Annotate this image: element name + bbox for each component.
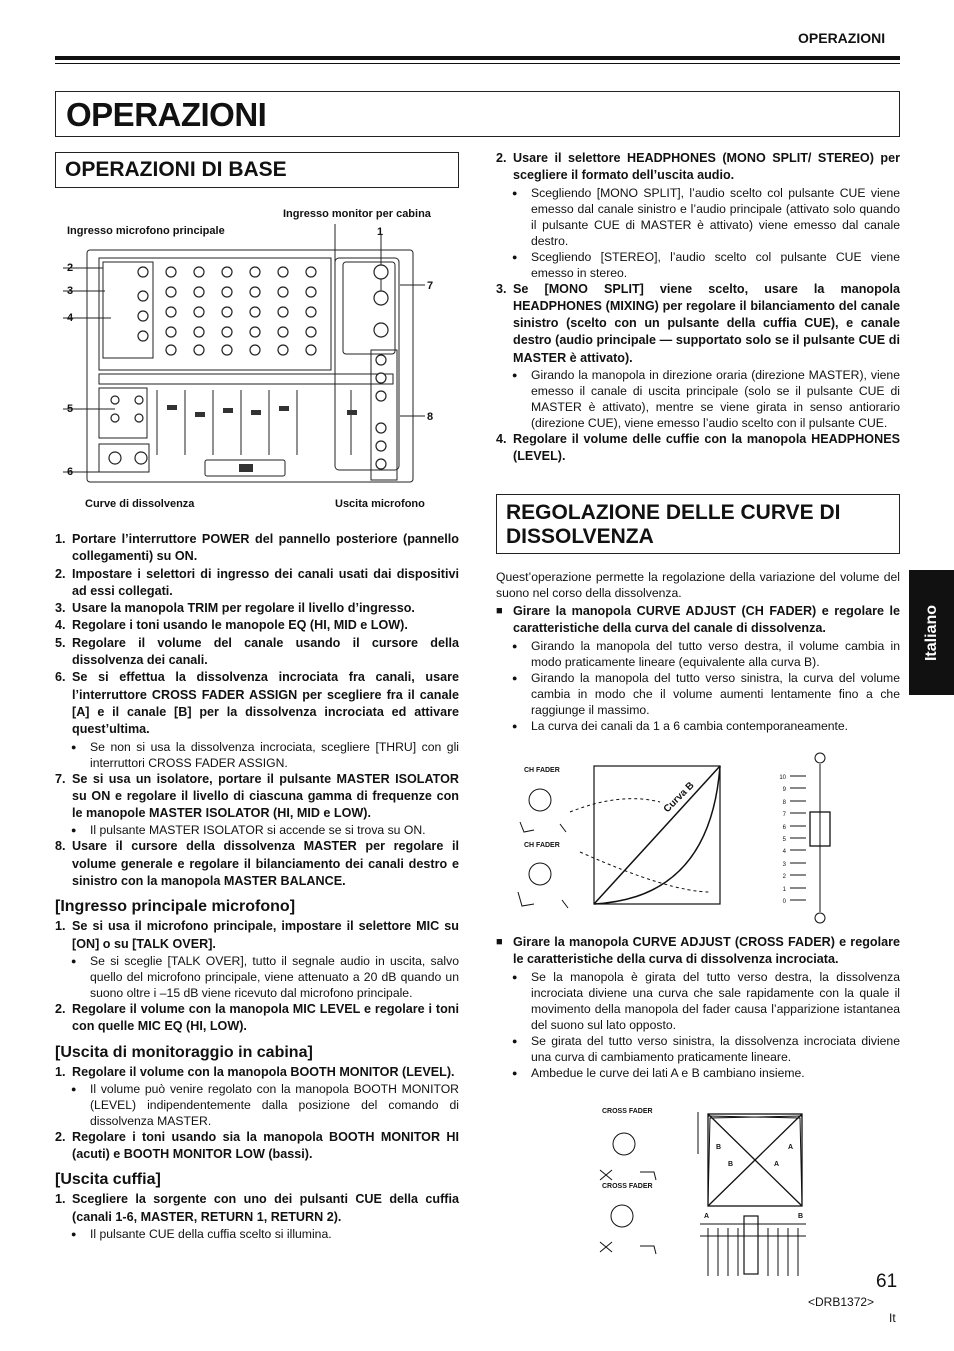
cross-fader-label: CROSS FADER xyxy=(602,1108,653,1115)
label-b: B xyxy=(716,1144,722,1151)
cross-fader-label: CROSS FADER xyxy=(602,1183,653,1190)
basic-steps xyxy=(55,531,459,890)
ch-fader-label: CH FADER xyxy=(524,767,560,774)
sq-item: ■ Girare la manopola CURVE ADJUST (CH FADER) e regolare le caratteristiche della curva del canale di dissolvenza. xyxy=(496,603,900,638)
label-a: A xyxy=(704,1213,710,1220)
step-item: 1. Regolare il volume con la manopola BOOTH MONITOR (LEVEL). xyxy=(55,1064,455,1079)
bullet-item: ● Il pulsante MASTER ISOLATOR si accende se si trova su ON. xyxy=(55,822,459,838)
left-column-text xyxy=(55,531,459,1242)
step-item: 4. Regolare il volume delle cuffie con la manopola HEADPHONES (LEVEL). xyxy=(496,432,900,464)
right-column-mid xyxy=(496,569,900,734)
bullet-item: ● Scegliendo [MONO SPLIT], l’audio scelto col pulsante CUE viene emesso dal canale sinistro e l’audio principale (attivato solo quando il pulsante CUE di MASTER è attivato) viene emesso dal canale destro. xyxy=(496,185,900,249)
step-item: 6. Se si effettua la dissolvenza incrociata fra canali, usare l’interruttore CROSS FADER ASSIGN per scegliere fra il canale [A] e il canale [B] per la dissolvenza incrociata ed attivare quest’ultima. xyxy=(55,670,459,737)
curve-drawing xyxy=(510,752,850,924)
step-item: 2. Impostare i selettori di ingresso dei canali usati dai dispositivi ad essi collegati. xyxy=(55,566,459,598)
section-title: OPERAZIONI DI BASE xyxy=(65,158,287,181)
label-mic-out: Uscita microfono xyxy=(335,498,425,510)
bullet-item: ● Se si sceglie [TALK OVER], tutto il segnale audio in uscita, salvo quello del microfono principale, viene attenuato a 20 dB quando un suono oltre i –15 dB viene ricevuto dal microfono principale. xyxy=(55,953,459,1001)
page-title: OPERAZIONI xyxy=(66,96,267,133)
bullet-item: ● Girando la manopola in direzione oraria (direzione MASTER), viene emesso il canale di uscita principale (solo se il pulsante CUE di MASTER è attivato), mentre se viene girata in senso antiorario (direzione CUE), viene emesso l’audio scelto con il pulsante CUE. xyxy=(496,367,900,431)
step-item: 4. Regolare i toni usando le manopole EQ (HI, MID e LOW). xyxy=(55,618,408,633)
section2-title: REGOLAZIONE DELLE CURVE DI DISSOLVENZA xyxy=(506,501,841,548)
language-tab-label: Italiano xyxy=(922,604,940,661)
right-column-bottom xyxy=(496,934,900,1081)
cross-fader-curve-figure xyxy=(596,1104,816,1276)
bullet-item: ● Scegliendo [STEREO], l’audio scelto col pulsante CUE viene emesso in stereo. xyxy=(496,249,900,281)
label-booth-in: Ingresso monitor per cabina xyxy=(283,208,431,220)
phones-heading: [Uscita cuffia] xyxy=(55,1171,161,1189)
label-b: B xyxy=(798,1213,804,1220)
mixer-drawing xyxy=(55,200,460,520)
bullet-item: ● Girando la manopola del tutto verso sinistra, la curva del volume cambia in modo che il volume aumenti lentamente fino a che raggiunge il massimo. xyxy=(496,670,900,718)
bullet-item: ● Se girata del tutto verso sinistra, la dissolvenza incrociata diviene una curva di cambiamento praticamente lineare. xyxy=(496,1033,900,1065)
page-number: 61 xyxy=(876,1271,898,1292)
bullet-item: ● Il volume può venire regolato con la manopola BOOTH MONITOR (LEVEL) indipendentemente dalla posizione del comando di dissolvenza MASTER. xyxy=(55,1081,459,1129)
booth-heading: [Uscita di monitoraggio in cabina] xyxy=(55,1043,313,1061)
label-b: B xyxy=(728,1161,734,1168)
callout-4: 4 xyxy=(67,312,74,324)
header-rule-thin xyxy=(55,63,900,64)
intro-text: Quest’operazione permette la regolazione della variazione del volume del suono nel corso della dissolvenza. xyxy=(496,570,900,600)
callout-6: 6 xyxy=(67,466,74,478)
section-title-box xyxy=(55,152,459,188)
lang-code: It xyxy=(889,1311,896,1325)
label-curves: Curve di dissolvenza xyxy=(85,498,195,510)
label-a: A xyxy=(774,1161,780,1168)
page-title-box xyxy=(55,91,900,137)
section2-title-box xyxy=(496,494,900,554)
callout-3: 3 xyxy=(67,285,74,297)
right-column-top xyxy=(496,150,900,466)
mic-heading: [Ingresso principale microfono] xyxy=(55,898,296,916)
step-item: 1. Portare l’interruttore POWER del pannello posteriore (pannello collegamenti) su ON. xyxy=(55,532,459,564)
ch-fader-label: CH FADER xyxy=(524,842,560,849)
step-item: 7. Se si usa un isolatore, portare il pulsante MASTER ISOLATOR su ON e regolare il livello di ciascuna gamma di frequenze con le manopole MASTER ISOLATOR (HI, MID e LOW). xyxy=(55,771,459,821)
header-rule-thick xyxy=(55,56,900,60)
language-tab xyxy=(909,570,954,695)
curve-b-label: Curva B xyxy=(661,780,697,815)
bullet-item: ● Se non si usa la dissolvenza incrociata, scegliere [THRU] con gli interruttori CROSS FADER ASSIGN. xyxy=(55,739,459,771)
step-item: 2. Usare il selettore HEADPHONES (MONO SPLIT/ STEREO) per scegliere il formato dell’uscita audio. xyxy=(496,151,900,183)
bullet-item: ● Se la manopola è girata del tutto verso destra, la dissolvenza incrociata diviene una curva che sale rapidamente con la quale il movimento della manopola del fader causa l’apparizione istantanea del suono sul lato opposto. xyxy=(496,969,900,1033)
bullet-item: ● Il pulsante CUE della cuffia scelto si illumina. xyxy=(55,1226,459,1242)
bullet-item: ● La curva dei canali da 1 a 6 cambia contemporaneamente. xyxy=(496,718,900,734)
fader-scale: 10 9 8 7 6 5 4 3 2 1 0 xyxy=(779,775,786,906)
ch-fader-curve-figure xyxy=(510,752,850,924)
label-a: A xyxy=(788,1144,794,1151)
step-item: 2. Regolare il volume con la manopola MIC LEVEL e regolare i toni con quelle MIC EQ (HI, LOW). xyxy=(55,1001,459,1034)
step-item: 1. Scegliere la sorgente con uno dei pulsanti CUE della cuffia (canali 1-6, MASTER, RETURN 1, RETURN 2). xyxy=(55,1192,459,1224)
step-item: 2. Regolare i toni usando sia la manopola BOOTH MONITOR HI (acuti) e BOOTH MONITOR LOW (bassi). xyxy=(55,1129,459,1162)
mixer-figure xyxy=(55,200,460,520)
callout-2: 2 xyxy=(67,262,74,274)
callout-5: 5 xyxy=(67,403,74,415)
step-item: 3. Usare la manopola TRIM per regolare il livello d’ingresso. xyxy=(55,601,415,616)
step-item: 3. Se [MONO SPLIT] viene scelto, usare la manopola HEADPHONES (MIXING) per regolare il bilanciamento del canale sinistro (scelto con un pulsante della cuffia CUE), e canale destro (audio principale — supportato solo se il pulsante CUE di MASTER è attivato). xyxy=(496,281,900,365)
bullet-item: ● Girando la manopola del tutto verso destra, il volume cambia in modo praticamente lineare (equivalente alla curva B). xyxy=(496,638,900,670)
bullet-item: ● Ambedue le curve dei lati A e B cambiano insieme. xyxy=(496,1065,900,1081)
callout-1: 1 xyxy=(377,226,384,238)
doc-code: <DRB1372> xyxy=(808,1295,875,1309)
callout-7: 7 xyxy=(427,280,434,292)
step-item: 1. Se si usa il microfono principale, impostare il selettore MIC su [ON] o su [TALK OVER]. xyxy=(55,919,459,951)
sq-item: ■ Girare la manopola CURVE ADJUST (CROSS FADER) e regolare le caratteristiche della curva di dissolvenza incrociata. xyxy=(496,934,900,969)
label-mic-in: Ingresso microfono principale xyxy=(67,225,225,237)
running-header: OPERAZIONI xyxy=(798,30,886,46)
crossfader-drawing xyxy=(596,1104,816,1276)
step-item: 5. Regolare il volume del canale usando il cursore della dissolvenza dei canali. xyxy=(55,635,459,668)
callout-8: 8 xyxy=(427,411,434,423)
step-item: 8. Usare il cursore della dissolvenza MASTER per regolare il volume generale e regolare il bilanciamento dei canali destro e sinistro con la manopola MASTER BALANCE. xyxy=(55,839,459,889)
